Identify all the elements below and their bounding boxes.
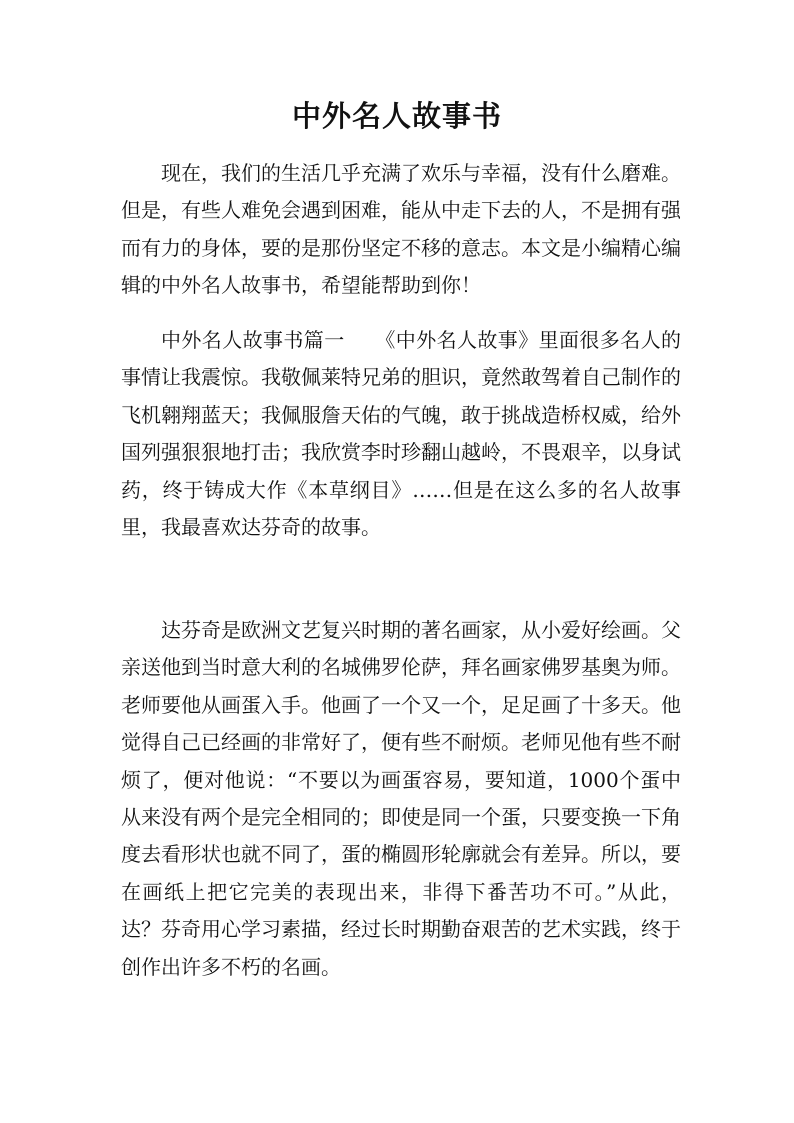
davinci-paragraph: 达芬奇是欧洲文艺复兴时期的著名画家，从小爱好绘画。父亲送他到当时意大利的名城佛罗伦萨，拜名画家佛罗基奥为师。老师要他从画蛋入手。他画了一个又一个，足足画了十多天。他觉得自己已经画的非常好了，便有些不耐烦。老师见他有些不耐烦了，便对他说：“不要以为画蛋容易，要知道，1000个蛋中从来没有两个是完全相同的；即使是同一个蛋，只要变换一下角度去看形状也就不同了，蛋的椭圆形轮廓就会有差异。所以，要在画纸上把它完美的表现出来，非得下番苦功不可。”从此，达？芬奇用心学习素描，经过长时期勤奋艰苦的艺术实践，终于创作出许多不朽的名画。 [121, 618, 681, 979]
document-title: 中外名人故事书 [291, 99, 502, 133]
intro-paragraph: 现在，我们的生活几乎充满了欢乐与幸福，没有什么磨难。但是，有些人难免会遇到困难，能从中走下去的人，不是拥有强而有力的身体，要的是那份坚定不移的意志。本文是小编精心编辑的中外名人故事书，希望能帮助到你！ [121, 161, 681, 298]
story-one-paragraph: 中外名人故事书篇一 《中外名人故事》里面很多名人的事情让我震惊。我敬佩莱特兄弟的胆识，竟然敢驾着自己制作的飞机翱翔蓝天；我佩服詹天佑的气魄，敢于挑战造桥权威，给外国列强狠狠地打击；我欣赏李时珍翻山越岭，不畏艰辛，以身试药，终于铸成大作《本草纲目》……但是在这么多的名人故事里，我最喜欢达芬奇的故事。 [121, 328, 681, 540]
